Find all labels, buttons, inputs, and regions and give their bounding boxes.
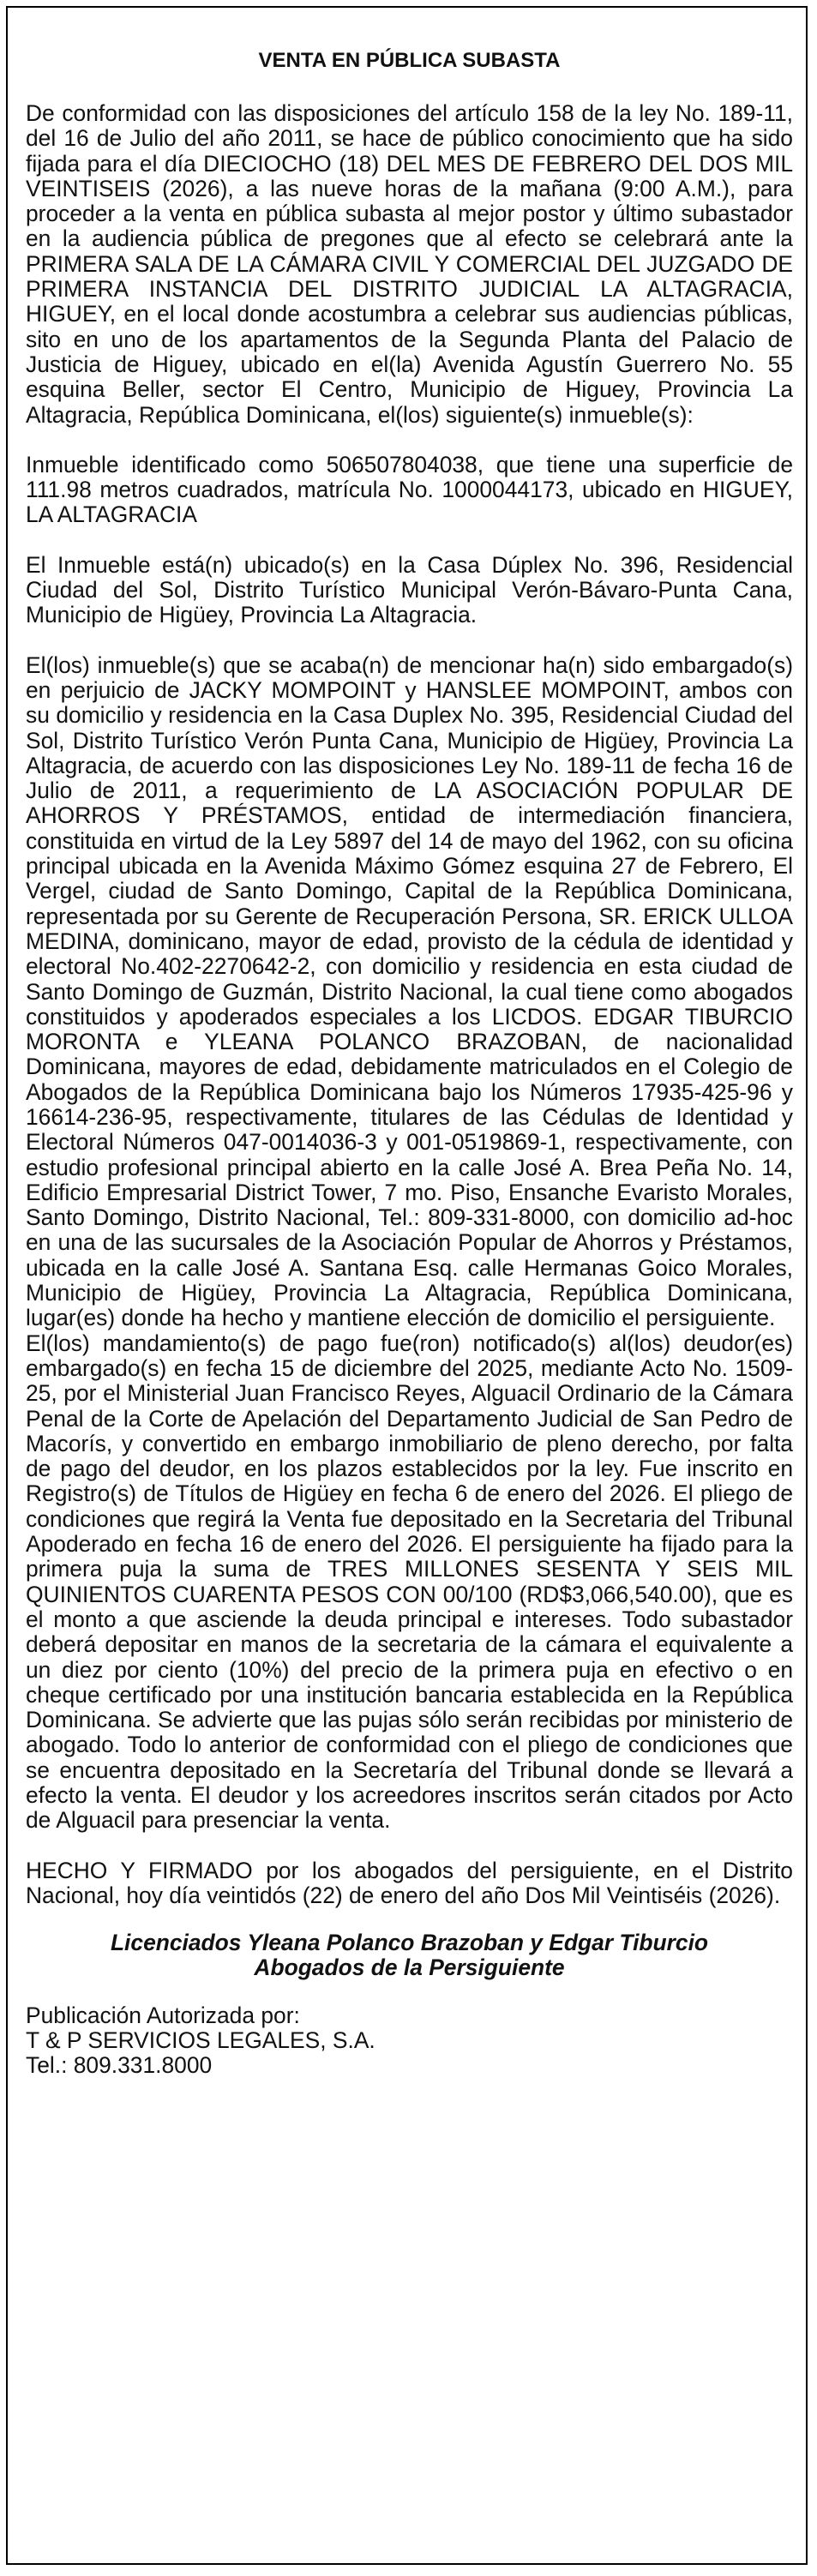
- publication-label: Publicación Autorizada por:: [26, 2002, 300, 2028]
- property-location-paragraph: El Inmueble está(n) ubicado(s) en la Casa Dúplex No. 396, Residencial Ciudad del Sol, Distrito Turístico Municipal Verón-Bávaro-Punta Cana, Municipio de Higüey, Provincia La Altagracia.: [26, 551, 793, 628]
- auction-terms-paragraph: El(los) mandamiento(s) de pago fue(ron) notificado(s) al(los) deudor(es) embargado(s) en fecha 15 de diciembre del 2025, mediante Acto No. 1509-25, por el Ministerial Juan Francisco Reyes, Alguacil Ordinario de la Cámara Penal de la Corte de Apelación del Departamento Judicial de San Pedro de Macorís, y convertido en embargo inmobiliario de pleno derecho, por falta de pago del deudor, en los plazos establecidos por la ley. Fue inscrito en Registro(s) de Títulos de Higüey en fecha 6 de enero del 2026. El pliego de condiciones que regirá la Venta fue depositado en la Secretaria del Tribunal Apoderado en fecha 16 de enero del 2026. El persiguiente ha fijado para la primera puja la suma de TRES MILLONES SESENTA Y SEIS MIL QUINIENTOS CUARENTA PESOS CON 00/100 (RD$3,066,540.00), que es el monto a que asciende la deuda principal e intereses. Todo subastador deberá depositar en manos de la secretaria de la cámara el equivalente a un diez por ciento (10%) del precio de la primera puja en efectivo o en cheque certificado por una institución bancaria establecida en la República Dominicana. Se advierte que las pujas sólo serán recibidas por ministerio de abogado. Todo lo anterior de conformidad con el pliego de condiciones que se encuentra depositado en la Secretaría del Tribunal donde se llevará a efecto la venta. El deudor y los acreedores inscritos serán citados por Acto de Alguacil para presenciar la venta.: [26, 1330, 793, 1834]
- publication-phone: Tel.: 809.331.8000: [26, 2052, 213, 2079]
- signed-paragraph: HECHO Y FIRMADO por los abogados del persiguiente, en el Distrito Nacional, hoy día veintidós (22) de enero del año Dos Mil Veintiséis (2026).: [26, 1857, 793, 1908]
- publication-block: [26, 2003, 793, 2079]
- signature-block: [26, 1930, 793, 1981]
- seizure-paragraph: El(los) inmueble(s) que se acaba(n) de mencionar ha(n) sido embargado(s) en perjuicio de JACKY MOMPOINT y HANSLEE MOMPOINT, ambos con su domicilio y residencia en la Casa Duplex No. 395, Residencial Ciudad del Sol, Distrito Turístico Verón Punta Cana, Municipio de Higüey, Provincia La Altagracia, de acuerdo con las disposiciones Ley No. 189-11 de fecha 16 de Julio de 2011, a requerimiento de LA ASOCIACIÓN POPULAR DE AHORROS Y PRÉSTAMOS, entidad de intermediación financiera, constituida en virtud de la Ley 5897 del 14 de mayo del 1962, con su oficina principal ubicada en la Avenida Máximo Gómez esquina 27 de Febrero, El Vergel, ciudad de Santo Domingo, Capital de la República Dominicana, representada por su Gerente de Recuperación Persona, SR. ERICK ULLOA MEDINA, dominicano, mayor de edad, provisto de la cédula de identidad y electoral No.402-2270642-2, con domicilio y residencia en esta ciudad de Santo Domingo de Guzmán, Distrito Nacional, la cual tiene como abogados constituidos y apoderados especiales a los LICDOS. EDGAR TIBURCIO MORONTA e YLEANA POLANCO BRAZOBAN, de nacionalidad Dominicana, mayores de edad, debidamente matriculados en el Colegio de Abogados de la República Dominicana bajo los Números 17935-425-96 y 16614-236-95, respectivamente, titulares de las Cédulas de Identidad y Electoral Números 047-0014036-3 y 001-0519869-1, respectivamente, con estudio profesional principal abierto en la calle José A. Brea Peña No. 14, Edificio Empresarial District Tower, 7 mo. Piso, Ensanche Evaristo Morales, Santo Domingo, Distrito Nacional, Tel.: 809-331-8000, con domicilio ad-hoc en una de las sucursales de la Asociación Popular de Ahorros y Préstamos, ubicada en la calle José A. Santana Esq. calle Hermanas Goico Morales, Municipio de Higüey, Provincia La Altagracia, República Dominicana, lugar(es) donde ha hecho y mantiene elección de domicilio el persiguiente.: [26, 652, 793, 1331]
- legal-notice: [26, 48, 793, 2079]
- property-id-paragraph: Inmueble identificado como 506507804038, que tiene una superficie de 111.98 metros cuadrados, matrícula No. 1000044173, ubicado en HIGUEY, LA ALTAGRACIA: [26, 451, 793, 528]
- intro-paragraph: De conformidad con las disposiciones del artículo 158 de la ley No. 189-11, del 16 de Julio del año 2011, se hace de público conocimiento que ha sido fijada para el día DIECIOCHO (18) DEL MES DE FEBRERO DEL DOS MIL VEINTISEIS (2026), a las nueve horas de la mañana (9:00 A.M.), para proceder a la venta en pública subasta al mejor postor y último subastador en la audiencia pública de pregones que al efecto se celebrará ante la PRIMERA SALA DE LA CÁMARA CIVIL Y COMERCIAL DEL JUZGADO DE PRIMERA INSTANCIA DEL DISTRITO JUDICIAL LA ALTAGRACIA, HIGUEY, en el local donde acostumbra a celebrar sus audiencias públicas, sito en uno de los apartamentos de la Segunda Planta del Palacio de Justicia de Higuey, ubicado en el(la) Avenida Agustín Guerrero No. 55 esquina Beller, sector El Centro, Municipio de Higuey, Provincia La Altagracia, República Dominicana, el(los) siguiente(s) inmueble(s):: [26, 100, 793, 428]
- signature-names: Licenciados Yleana Polanco Brazoban y Edgar Tiburcio: [110, 1930, 709, 1956]
- notice-title: VENTA EN PÚBLICA SUBASTA: [258, 49, 561, 72]
- signature-role: Abogados de la Persiguiente: [254, 1955, 565, 1981]
- publication-company: T & P SERVICIOS LEGALES, S.A.: [26, 2027, 375, 2054]
